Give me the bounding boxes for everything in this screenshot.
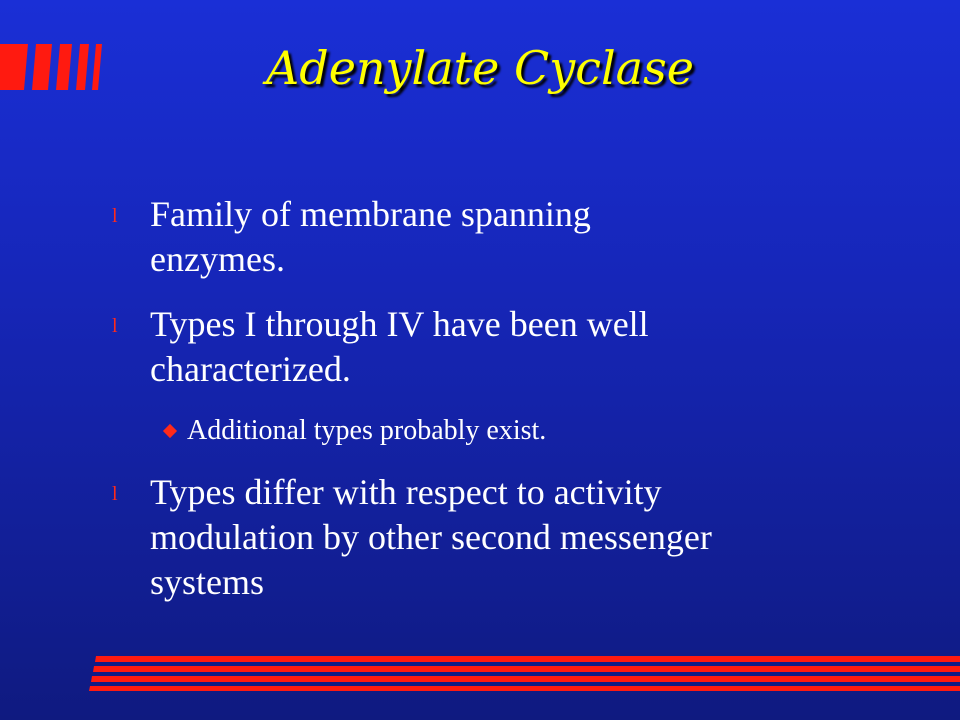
- diamond-bullet-icon: [163, 424, 177, 438]
- bullet-line: systems: [150, 562, 265, 602]
- bullet-item: [112, 302, 649, 392]
- bullet-line: modulation by other second messenger: [150, 517, 712, 557]
- bullet-line: characterized.: [150, 349, 351, 389]
- bullet-line: Types I through IV have been well: [150, 304, 649, 344]
- red-stripes-footer: [88, 656, 960, 692]
- sub-bullet-item: [165, 414, 546, 448]
- bullet-marker: l: [112, 483, 118, 505]
- bullet-item: [112, 192, 591, 282]
- sub-bullet-text: Additional types probably exist.: [187, 415, 547, 446]
- bullet-line: Family of membrane spanning: [150, 194, 591, 234]
- bullet-line: Types differ with respect to activity: [150, 472, 662, 512]
- bullet-text: [150, 470, 712, 605]
- bullet-marker: l: [112, 205, 118, 227]
- slide-title: Adenylate Cyclase: [266, 41, 694, 95]
- bullet-marker: l: [112, 315, 118, 337]
- bullet-text: [150, 302, 649, 392]
- bullet-line: enzymes.: [150, 239, 285, 279]
- bullet-item: [112, 470, 712, 605]
- bullet-text: [150, 192, 591, 282]
